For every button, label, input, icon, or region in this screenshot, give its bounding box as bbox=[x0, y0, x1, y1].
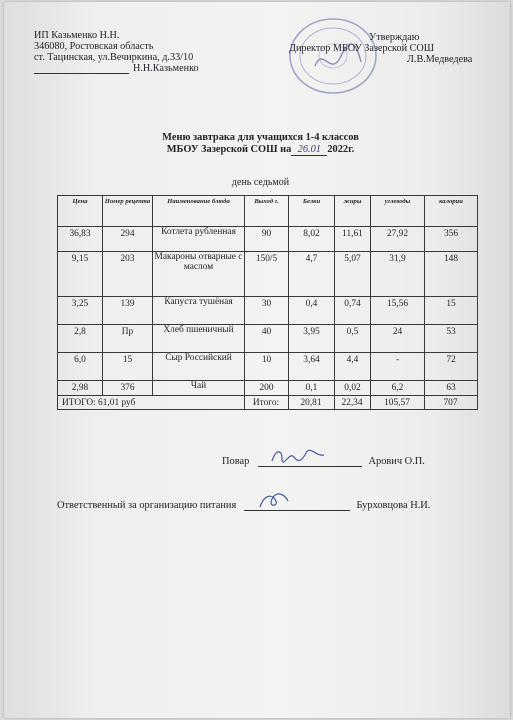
total-fats: 22,34 bbox=[335, 396, 371, 410]
cook-signature-line bbox=[222, 455, 425, 467]
cell-dish: Хлеб пшеничный bbox=[153, 325, 245, 353]
cell-dish: Сыр Российский bbox=[153, 353, 245, 381]
responsible-signature-field bbox=[244, 499, 350, 511]
cell-fats: 0,02 bbox=[335, 381, 371, 396]
cell-recipe: 376 bbox=[103, 381, 153, 396]
cell-calories: 72 bbox=[425, 353, 478, 381]
total-label: Итого: bbox=[245, 396, 289, 410]
menu-subtitle-suffix: 2022г. bbox=[327, 144, 355, 155]
header-carbs: углеводы bbox=[371, 196, 425, 227]
table-row bbox=[58, 325, 478, 353]
handwritten-signature-icon bbox=[254, 491, 294, 511]
header-left-line-2: 346080, Ростовская область bbox=[34, 41, 154, 52]
header-price: Цена bbox=[58, 196, 103, 227]
header-left-signature-name: Н.Н.Казьменко bbox=[133, 63, 199, 74]
cell-carbs: 27,92 bbox=[371, 227, 425, 252]
cell-yield: 10 bbox=[245, 353, 289, 381]
responsible-name: Бурховцова Н.И. bbox=[356, 500, 431, 511]
table-row bbox=[58, 381, 478, 396]
cell-fats: 11,61 bbox=[335, 227, 371, 252]
header-fats: жиры bbox=[335, 196, 371, 227]
cell-proteins: 4,7 bbox=[289, 252, 335, 297]
cell-calories: 356 bbox=[425, 227, 478, 252]
cell-recipe: 15 bbox=[103, 353, 153, 381]
table-total-row bbox=[58, 396, 478, 410]
cook-name: Арович О.П. bbox=[368, 456, 425, 467]
cell-recipe: 294 bbox=[103, 227, 153, 252]
header-yield: Выход г. bbox=[245, 196, 289, 227]
cook-label: Повар bbox=[222, 456, 250, 467]
table-row bbox=[58, 297, 478, 325]
responsible-signature-line bbox=[57, 499, 430, 511]
table-row bbox=[58, 227, 478, 252]
header-calories: калории bbox=[425, 196, 478, 227]
cell-proteins: 3,95 bbox=[289, 325, 335, 353]
cell-price: 36,83 bbox=[58, 227, 103, 252]
cell-price: 3,25 bbox=[58, 297, 103, 325]
cell-carbs: - bbox=[371, 353, 425, 381]
cell-yield: 30 bbox=[245, 297, 289, 325]
table-header-row bbox=[58, 196, 478, 227]
cell-recipe: Пр bbox=[103, 325, 153, 353]
total-carbs: 105,57 bbox=[371, 396, 425, 410]
cell-carbs: 24 bbox=[371, 325, 425, 353]
cell-price: 2,8 bbox=[58, 325, 103, 353]
cell-fats: 5,07 bbox=[335, 252, 371, 297]
header-right-approve: Утверждаю bbox=[369, 32, 420, 43]
header-right-name: Л.В.Медведева bbox=[407, 54, 473, 65]
header-recipe-number: Номер рецепта bbox=[103, 196, 153, 227]
cell-calories: 53 bbox=[425, 325, 478, 353]
total-proteins: 20,81 bbox=[289, 396, 335, 410]
menu-subtitle bbox=[4, 144, 513, 156]
handwritten-signature-icon bbox=[268, 447, 328, 465]
header-left-line-1: ИП Казьменко Н.Н. bbox=[34, 30, 120, 41]
cell-carbs: 6,2 bbox=[371, 381, 425, 396]
cell-proteins: 0,1 bbox=[289, 381, 335, 396]
header-left-signature-line bbox=[34, 63, 264, 74]
cook-signature-field bbox=[258, 455, 362, 467]
cell-proteins: 0,4 bbox=[289, 297, 335, 325]
header-dish-name: Наименование блюда bbox=[153, 196, 245, 227]
cell-yield: 90 bbox=[245, 227, 289, 252]
total-calories: 707 bbox=[425, 396, 478, 410]
menu-date: 26.01 bbox=[291, 144, 327, 156]
cell-price: 2,98 bbox=[58, 381, 103, 396]
table-row bbox=[58, 252, 478, 297]
cell-recipe: 203 bbox=[103, 252, 153, 297]
header-proteins: Белки bbox=[289, 196, 335, 227]
header-left bbox=[34, 30, 264, 74]
cell-calories: 148 bbox=[425, 252, 478, 297]
menu-subtitle-prefix: МБОУ Зазерской СОШ на bbox=[166, 144, 292, 155]
cell-yield: 40 bbox=[245, 325, 289, 353]
header-left-line-3: ст. Тацинская, ул.Вечиркина, д.33/10 bbox=[34, 52, 194, 63]
day-label: день седьмой bbox=[231, 177, 290, 188]
cell-calories: 15 bbox=[425, 297, 478, 325]
cell-proteins: 8,02 bbox=[289, 227, 335, 252]
cell-price: 9,15 bbox=[58, 252, 103, 297]
header-right bbox=[289, 32, 511, 65]
cell-carbs: 31,9 bbox=[371, 252, 425, 297]
cell-fats: 0,5 bbox=[335, 325, 371, 353]
cell-fats: 0,74 bbox=[335, 297, 371, 325]
menu-table bbox=[57, 195, 478, 410]
cell-calories: 63 bbox=[425, 381, 478, 396]
cell-dish: Макароны отварные с маслом bbox=[153, 252, 245, 297]
cell-dish: Чай bbox=[153, 381, 245, 396]
total-price: ИТОГО: 61,01 руб bbox=[58, 396, 245, 410]
document-page bbox=[4, 2, 510, 718]
signature-blank bbox=[34, 65, 129, 74]
cell-dish: Капуста тушёная bbox=[153, 297, 245, 325]
cell-dish: Котлета рубленная bbox=[153, 227, 245, 252]
header-right-position: Директор МБОУ Зазерской СОШ bbox=[289, 43, 435, 54]
table-row bbox=[58, 353, 478, 381]
menu-title: Меню завтрака для учащихся 1-4 классов bbox=[162, 132, 359, 143]
cell-price: 6,0 bbox=[58, 353, 103, 381]
cell-yield: 150/5 bbox=[245, 252, 289, 297]
cell-yield: 200 bbox=[245, 381, 289, 396]
cell-proteins: 3,64 bbox=[289, 353, 335, 381]
cell-recipe: 139 bbox=[103, 297, 153, 325]
cell-fats: 4,4 bbox=[335, 353, 371, 381]
responsible-label: Ответственный за организацию питания bbox=[57, 500, 237, 511]
cell-carbs: 15,56 bbox=[371, 297, 425, 325]
